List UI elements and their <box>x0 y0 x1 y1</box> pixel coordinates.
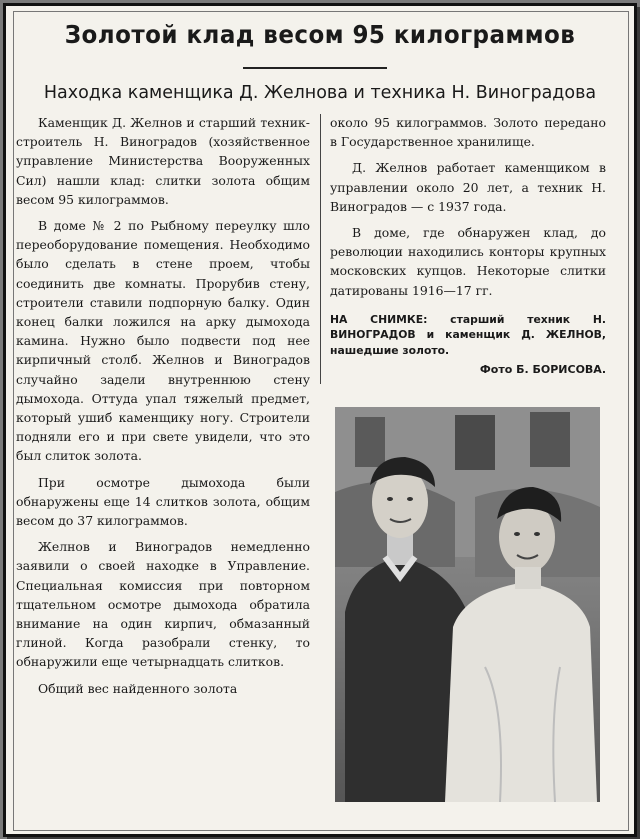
paragraph: Д. Желнов работает каменщиком в управлении около 20 лет, а техник Н. Виноградов — с 1937 года. <box>330 160 606 214</box>
photo-credit: Фото Б. БОРИСОВА. <box>479 363 606 377</box>
paragraph: Общий вес найденного золота <box>38 680 238 696</box>
right-column <box>330 113 606 380</box>
paragraph: В доме № 2 по Рыбному переулку шло переоборудование помещения. Необходимо было сделать в стене проем, чтобы соединить две комнаты. Прорубив стену, строители ставили подпорную балку. Один конец балки ложился на арку дымохода камина. Нужно было подвести под нее кирпичный столб. Желнов и Виноградов случайно задели внутреннюю стену дымохода. Оттуда упал тяжелый предмет, который ушиб каменщику ногу. Строители подняли его и при свете увидели, что это был слиток золота. <box>16 218 310 464</box>
headline-rule <box>243 67 387 69</box>
article-subheadline: Находка каменщика Д. Желнова и техника Н. Виноградова <box>43 83 597 103</box>
paragraph: Каменщик Д. Желнов и старший техник-строитель Н. Виноградов (хозяйственное управление Министерства Вооруженных Сил) нашли клад: слитки золота общим весом 95 килограммов. <box>16 115 310 207</box>
photo-caption: НА СНИМКЕ: старший техник Н. ВИНОГРАДОВ и каменщик Д. ЖЕЛНОВ, нашедшие золото. <box>330 312 606 357</box>
paragraph: около 95 килограммов. Золото передано в Государственное хранилище. <box>330 115 606 150</box>
paragraph: В доме, где обнаружен клад, до революции находились конторы крупных московских купцов. Некоторые слитки датированы 1916—17 гг. <box>330 225 606 298</box>
paragraph: При осмотре дымохода были обнаружены еще 14 слитков золота, общим весом до 37 килограммов. <box>16 474 310 529</box>
article-headline: Золотой клад весом 95 килограммов <box>64 20 576 49</box>
column-divider <box>320 114 321 384</box>
photo-illustration <box>335 407 600 802</box>
left-column <box>16 113 310 705</box>
paragraph: Желнов и Виноградов немедленно заявили о своей находке в Управление. Специальная комиссия при повторном тщательном осмотре дымохода обратила внимание на один кирпич, обмазанный глиной. Когда разобрали стенку, то обнаружили еще четырнадцать слитков. <box>16 539 310 670</box>
article-photo <box>335 407 600 802</box>
